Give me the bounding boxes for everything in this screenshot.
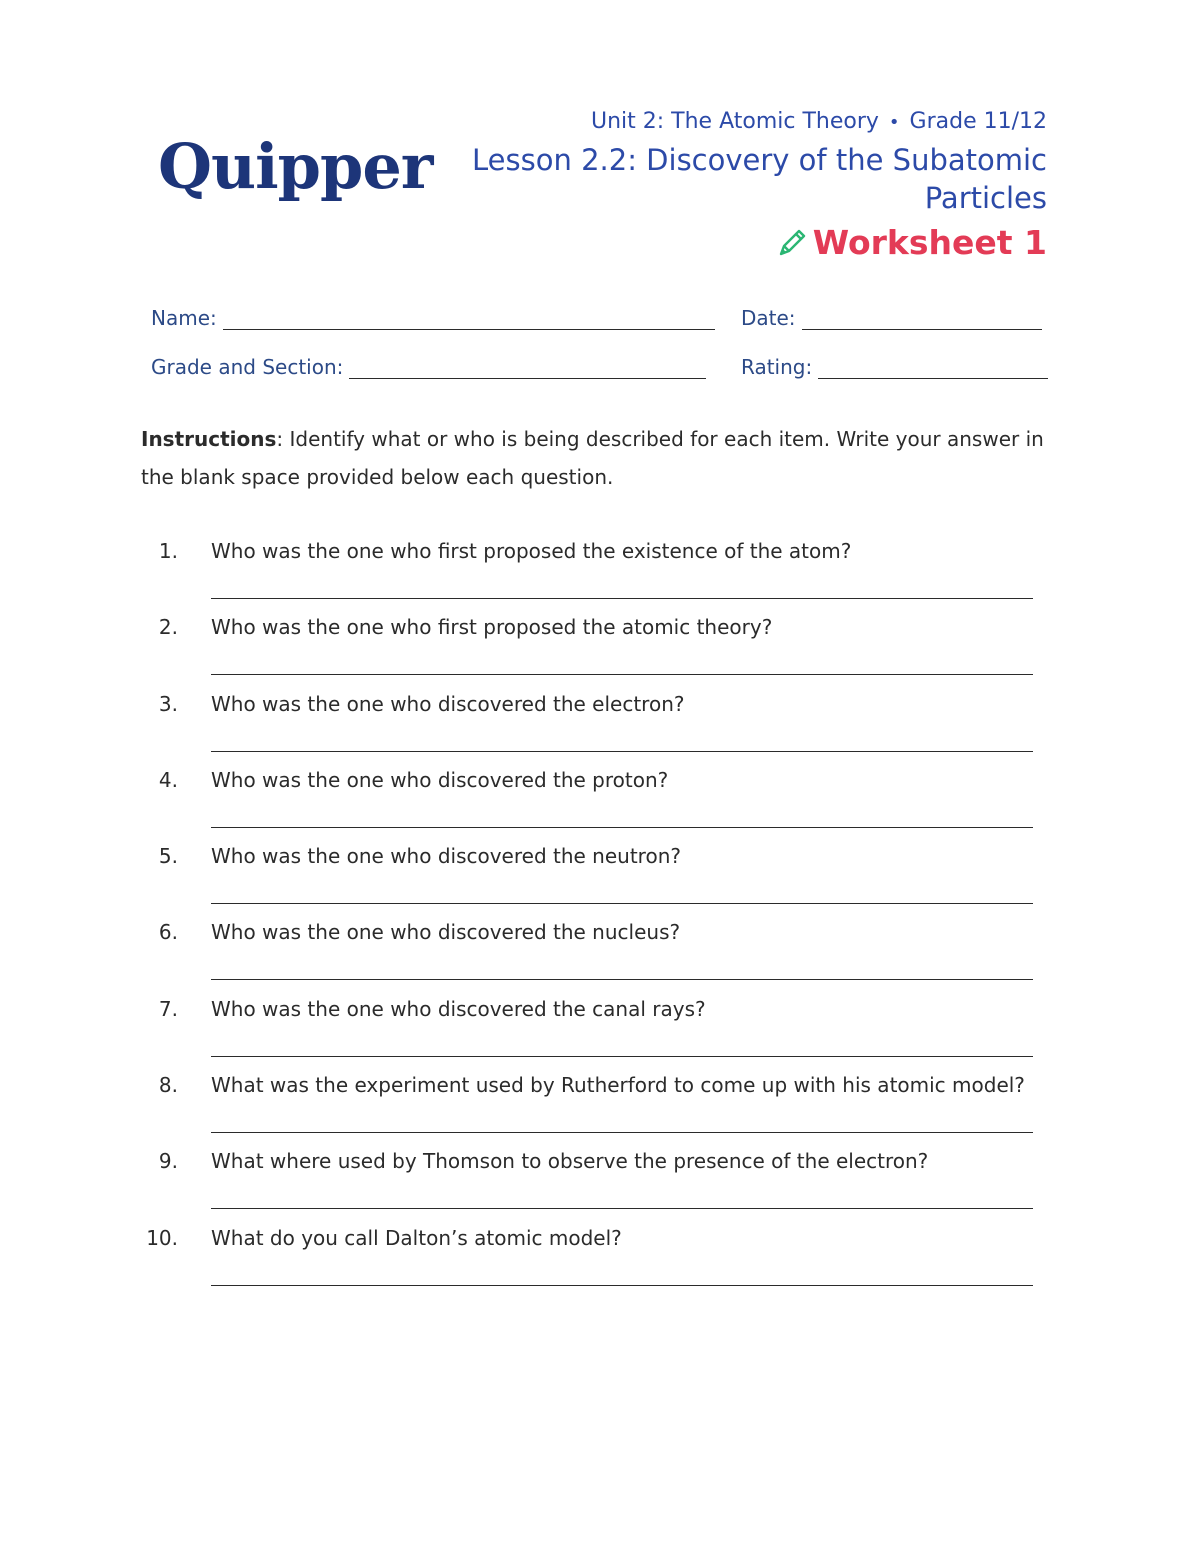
question-item [0, 994, 1200, 1070]
question-text: Who was the one who discovered the canal rays? [211, 996, 706, 1021]
question-number: 8. [158, 1073, 178, 1098]
rating-blank[interactable] [818, 358, 1048, 379]
worksheet-title: Worksheet 1 [812, 223, 1047, 262]
question-text: What do you call Dalton’s atomic model? [211, 1225, 622, 1250]
question-item [0, 612, 1200, 688]
answer-line[interactable] [211, 827, 1033, 828]
question-number: 5. [158, 844, 178, 869]
question-text: Who was the one who discovered the nucleus? [211, 920, 681, 945]
worksheet-header [427, 108, 1047, 263]
question-number: 2. [158, 615, 178, 640]
date-field[interactable] [741, 306, 1042, 330]
question-item [0, 841, 1200, 917]
question-number: 4. [158, 767, 178, 792]
question-text: Who was the one who discovered the electron? [211, 691, 685, 716]
question-number: 3. [158, 691, 178, 716]
answer-line[interactable] [211, 979, 1033, 980]
question-item [0, 765, 1200, 841]
grade-section-field[interactable] [151, 355, 706, 379]
question-number: 1. [158, 539, 178, 563]
question-text: What where used by Thomson to observe the presence of the electron? [211, 1149, 929, 1174]
question-number: 7. [158, 996, 178, 1021]
question-item [0, 1146, 1200, 1222]
question-text: What was the experiment used by Rutherford to come up with his atomic model? [211, 1073, 1025, 1098]
quipper-logo: Quipper [158, 130, 433, 203]
question-text: Who was the one who first proposed the existence of the atom? [211, 539, 852, 563]
question-item [0, 1070, 1200, 1146]
answer-line[interactable] [211, 1208, 1033, 1209]
answer-line[interactable] [211, 903, 1033, 904]
instructions [141, 420, 1051, 496]
grade-section-label: Grade and Section: [151, 355, 344, 379]
worksheet-title-line [427, 223, 1047, 263]
rating-label: Rating: [741, 355, 813, 379]
grade-label: Grade 11/12 [909, 109, 1047, 134]
answer-line[interactable] [211, 1132, 1033, 1133]
instructions-text: : Identify what or who is being described for each item. Write your answer in the blank space provided below each question. [141, 427, 1044, 489]
question-number: 9. [158, 1149, 178, 1174]
name-label: Name: [151, 306, 217, 330]
separator-dot: • [888, 112, 900, 133]
answer-line[interactable] [211, 751, 1033, 752]
lesson-title: Lesson 2.2: Discovery of the Subatomic Particles [472, 143, 1047, 215]
name-blank[interactable] [223, 309, 715, 330]
answer-line[interactable] [211, 598, 1033, 599]
name-field[interactable] [151, 306, 715, 330]
question-item [0, 689, 1200, 765]
question-text: Who was the one who discovered the neutron? [211, 844, 681, 869]
question-text: Who was the one who first proposed the atomic theory? [211, 615, 773, 640]
answer-line[interactable] [211, 1285, 1033, 1286]
question-item [0, 1223, 1200, 1299]
rating-field[interactable] [741, 355, 1048, 379]
question-number: 10. [146, 1225, 178, 1250]
date-blank[interactable] [802, 309, 1042, 330]
answer-line[interactable] [211, 1056, 1033, 1057]
question-item [0, 917, 1200, 993]
unit-grade-line [427, 108, 1047, 137]
pencil-icon [775, 226, 809, 260]
question-item [0, 536, 1200, 612]
answer-line[interactable] [211, 674, 1033, 675]
question-number: 6. [158, 920, 178, 945]
instructions-label: Instructions [141, 427, 277, 451]
grade-section-blank[interactable] [349, 358, 706, 379]
question-text: Who was the one who discovered the proton? [211, 767, 669, 792]
unit-label: Unit 2: The Atomic Theory [590, 109, 879, 134]
date-label: Date: [741, 306, 796, 330]
question-list [0, 536, 1200, 1299]
